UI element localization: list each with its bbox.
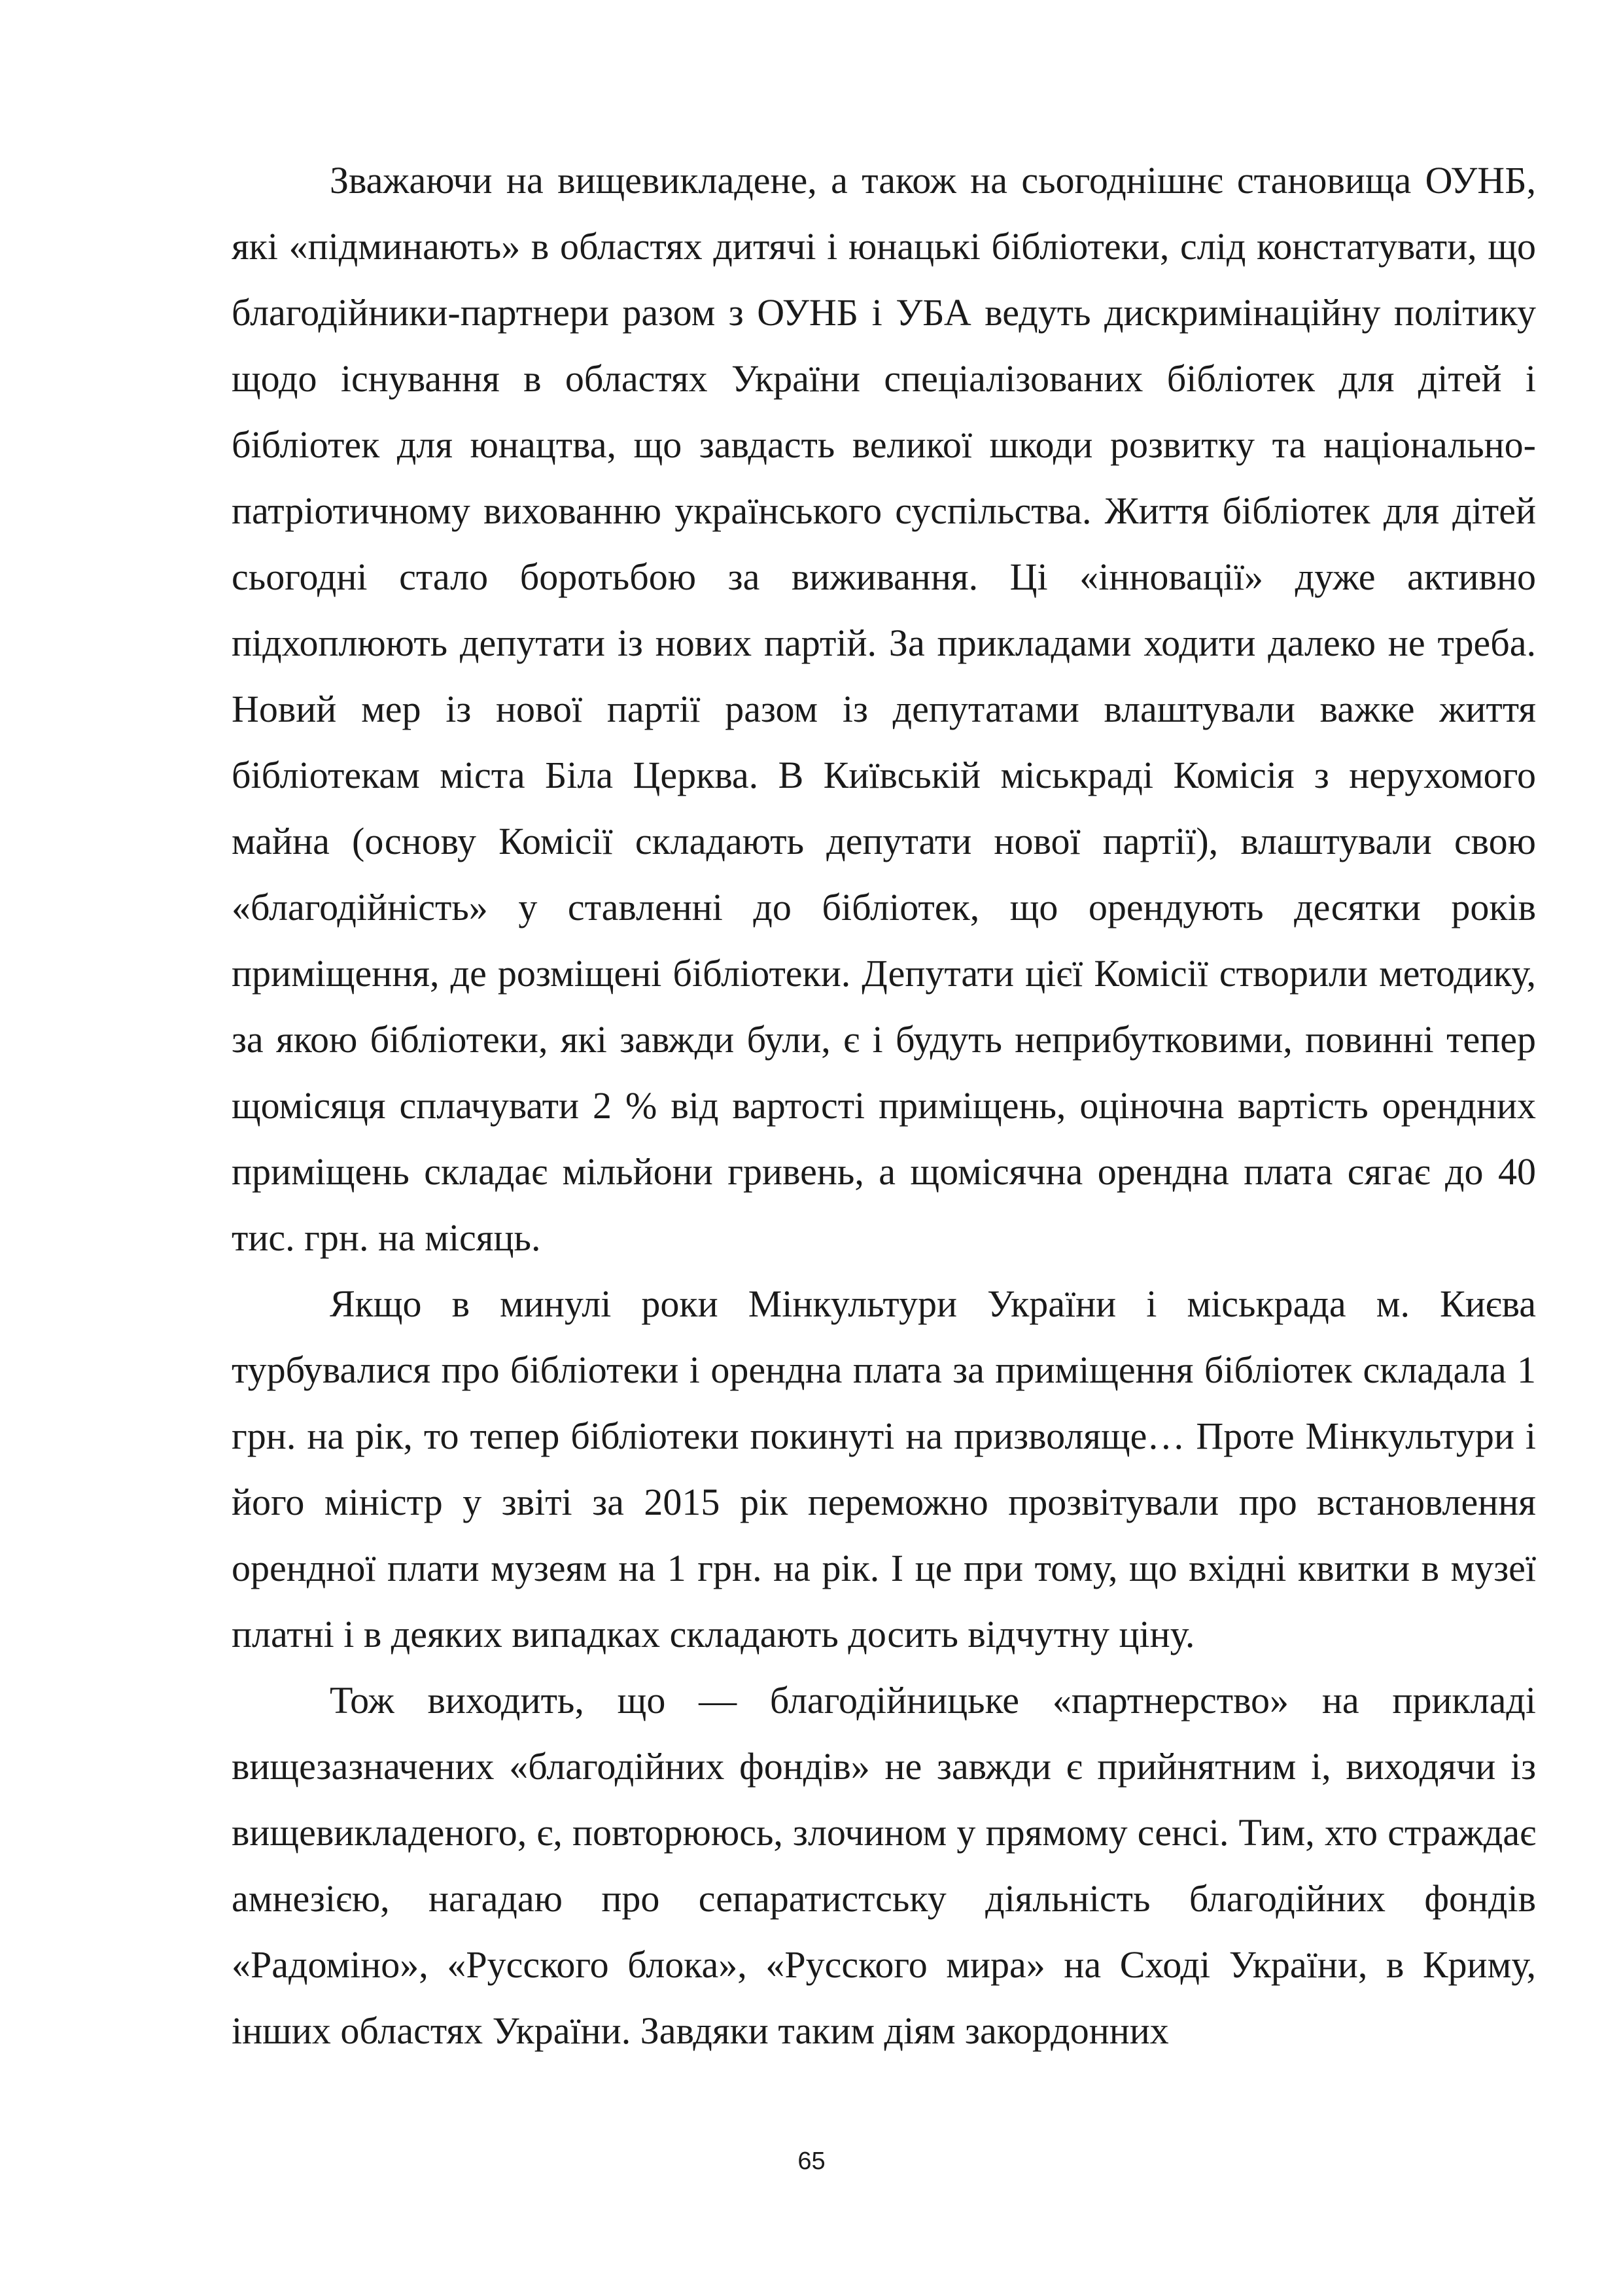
document-body [232,147,1536,2064]
paragraph-1: Зважаючи на вищевикладене, а також на сьогоднішнє становища ОУНБ, які «підминають» в областях дитячі і юнацькі бібліотеки, слід констатувати, що благодійники-партнери разом з ОУНБ і УБА ведуть дискримінаційну політику щодо існування в областях України спеціалізованих бібліотек для дітей і бібліотек для юнацтва, що завдасть великої шкоди розвитку та національно-патріотичному вихованню українського суспільства. Життя бібліотек для дітей сьогодні стало боротьбою за виживання. Ці «інновації» дуже активно підхоплюють депутати із нових партій. За прикладами ходити далеко не треба. Новий мер із нової партії разом із депутатами влаштували важке життя бібліотекам міста Біла Церква. В Київській міськраді Комісія з нерухомого майна (основу Комісії складають депутати нової партії), влаштували свою «благодійність» у ставленні до бібліотек, що орендують десятки років приміщення, де розміщені бібліотеки. Депутати цієї Комісії створили методику, за якою бібліотеки, які завжди були, є і будуть неприбутковими, повинні тепер щомісяця сплачувати 2 % від вартості приміщень, оціночна вартість орендних приміщень складає мільйони гривень, а щомісячна орендна плата сягає до 40 тис. грн. на місяць. [232,159,1536,1259]
paragraph-2: Якщо в минулі роки Мінкультури України і міськрада м. Києва турбувалися про бібліотеки і орендна плата за приміщення бібліотек складала 1 грн. на рік, то тепер бібліотеки покинуті на призволяще… Проте Мінкультури і його міністр у звіті за 2015 рік переможно прозвітували про встановлення орендної плати музеям на 1 грн. на рік. І це при тому, що вхідні квитки в музеї платні і в деяких випадках складають досить відчутну ціну. [232,1282,1536,1655]
paragraph-3: Тож виходить, що — благодійницьке «партнерство» на прикладі вищезазначених «благодійних фондів» не завжди є прийнятним і, виходячи із вищевикладеного, є, повторююсь, злочином у прямому сенсі. Тим, хто страждає амнезією, нагадаю про сепаратистську діяльність благодійних фондів «Радоміно», «Русского блока», «Русского мира» на Сході України, в Криму, інших областях України. Завдяки таким діям закордонних [232,1679,1536,2052]
page-number: 65 [797,2147,826,2175]
